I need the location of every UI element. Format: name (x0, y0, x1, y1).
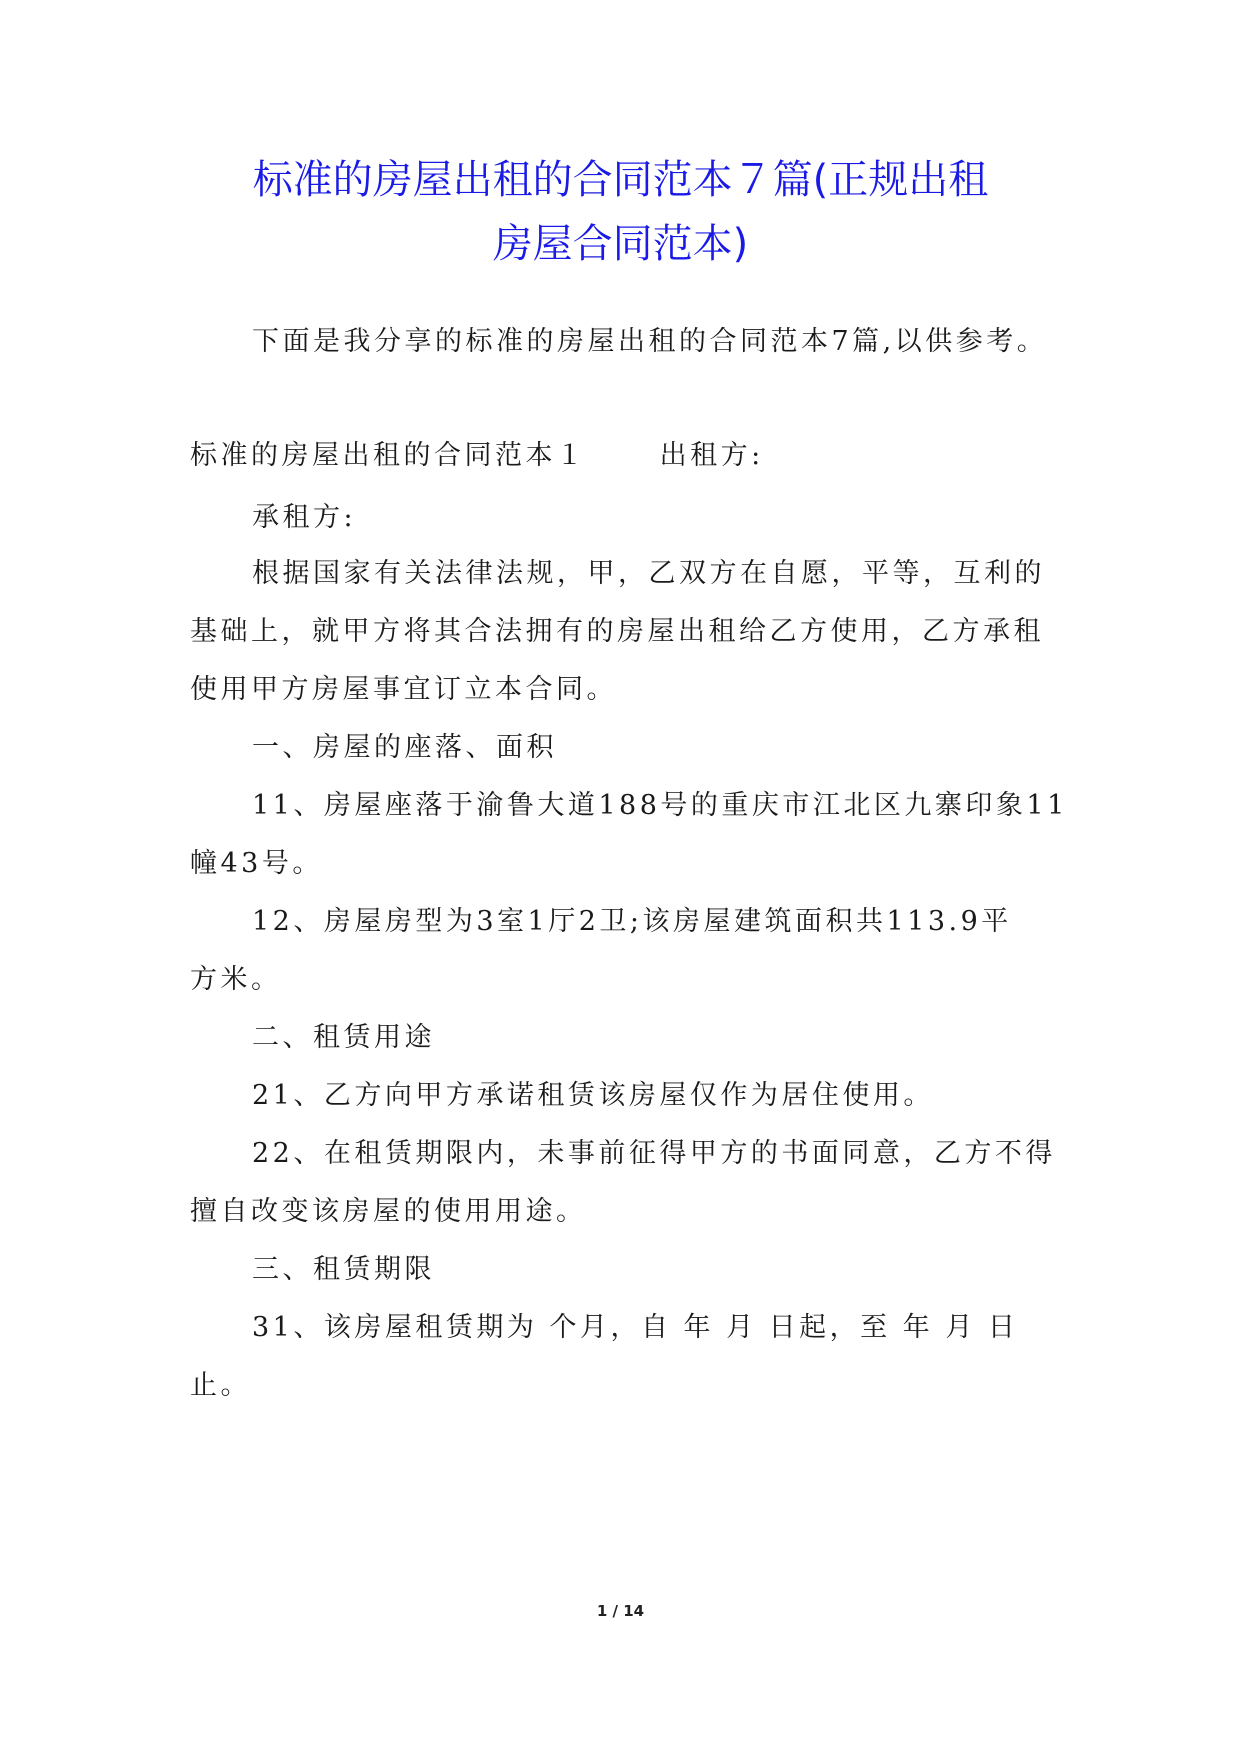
body-line: 12、房屋房型为3室1厅2卫;该房屋建筑面积共113.9平 (252, 906, 1012, 937)
title-line-2: 房屋合同范本) (492, 221, 749, 267)
body-line: 根据国家有关法律法规，甲，乙双方在自愿，平等，互利的 (252, 558, 1045, 589)
body-line: 使用甲方房屋事宜订立本合同。 (190, 674, 617, 705)
document-title (150, 148, 1091, 276)
body-line: 幢43号。 (190, 848, 323, 879)
body-line: 擅自改变该房屋的使用用途。 (190, 1196, 587, 1227)
body-line: 止。 (190, 1370, 251, 1401)
body-line: 11、房屋座落于渝鲁大道188号的重庆市江北区九寨印象11 (252, 790, 1068, 821)
intro-paragraph: 下面是我分享的标准的房屋出租的合同范本7篇,以供参考。 (252, 326, 1048, 357)
page-number: 1 / 14 (596, 1602, 645, 1620)
title-line-1: 标准的房屋出租的合同范本７篇(正规出租 (252, 157, 989, 203)
body-line: 方米。 (190, 964, 282, 995)
body-line: 22、在租赁期限内，未事前征得甲方的书面同意，乙方不得 (252, 1138, 1056, 1169)
body-line: 承租方: (252, 502, 357, 533)
body-line: 一、房屋的座落、面积 (252, 732, 557, 763)
body-line: 二、租赁用途 (252, 1022, 435, 1053)
body-line: 基础上，就甲方将其合法拥有的房屋出租给乙方使用，乙方承租 (190, 616, 1044, 647)
body-line: 21、乙方向甲方承诺租赁该房屋仅作为居住使用。 (252, 1080, 934, 1111)
body-line: 31、该房屋租赁期为 个月，自 年 月 日起，至 年 月 日 (252, 1312, 1019, 1343)
body-line: 三、租赁期限 (252, 1254, 435, 1285)
section-heading: 标准的房屋出租的合同范本１ 出租方: (190, 440, 764, 471)
